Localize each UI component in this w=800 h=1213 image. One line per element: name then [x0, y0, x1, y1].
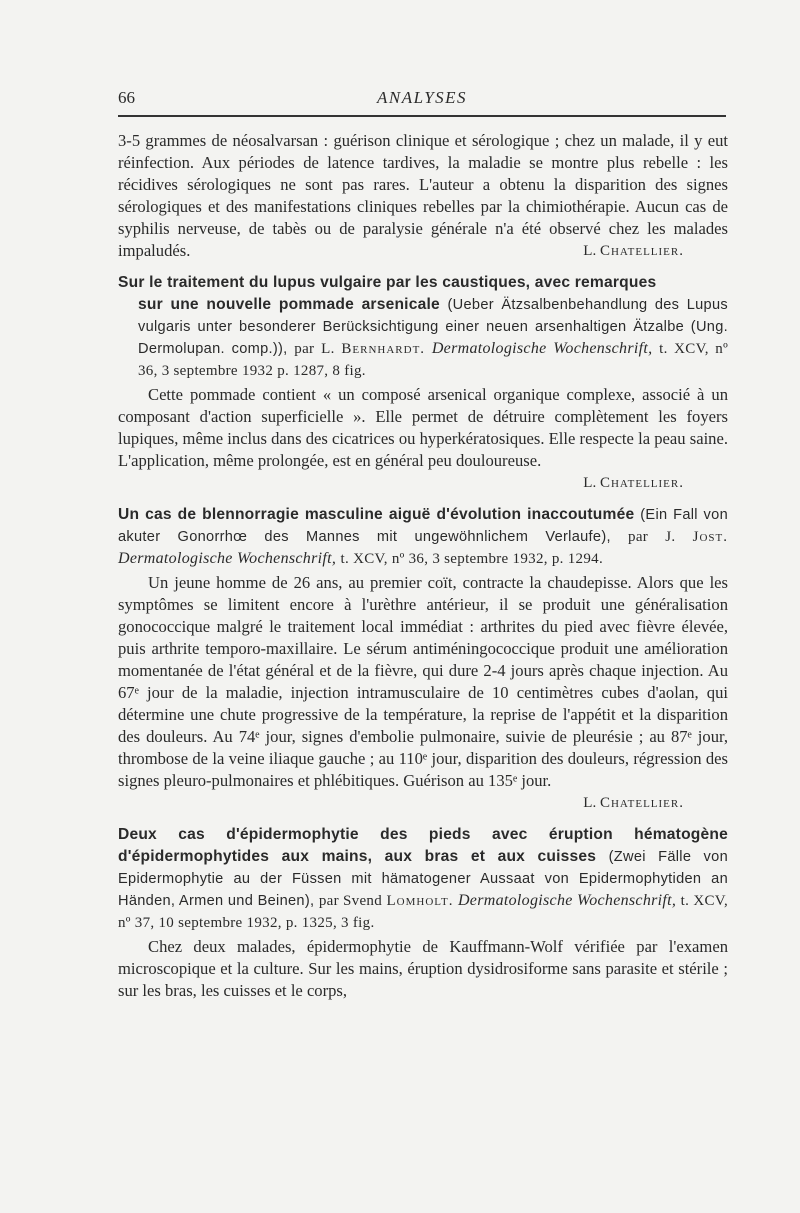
citation: t. XCV, nº 36, 3 septembre 1932 p. 1287, 8 fig.: [138, 341, 729, 379]
review-entry: [118, 272, 728, 494]
review-entry: [118, 504, 728, 814]
running-title: ANALYSES: [376, 88, 468, 107]
original-title: (Zwei Fälle von Epidermophytie au der Füssen mit hämatogener Aussaat von Epidermophytiden an Händen, Armen und Beinen),: [118, 849, 728, 909]
entry-title: Sur le traitement du lupus vulgaire par les caustiques, avec remarques: [118, 274, 657, 291]
author-name: Bernhardt.: [341, 341, 426, 357]
entry-summary: Chez deux malades, épidermophytie de Kauffmann-Wolf vérifiée par l'examen microscopique et la culture. Sur les mains, éruption dysidrosiforme sans parasite et stérile ; sur les bras, les cuisses et le corps,: [118, 937, 728, 1000]
entry-heading: Un cas de blennorragie masculine aiguë d'évolution inaccoutumée (Ein Fall von akuter Gonorrhœ des Mannes mit ungewöhnlichem Verlaufe), par J. Jost. Dermatologische Wochenschrift, t. XCV, nº 36, 3 septembre 1932, p. 1294.: [118, 506, 729, 567]
entry-heading: Deux cas d'épidermophytie des pieds avec éruption hématogène d'épidermophytides aux mains, aux bras et aux cuisses (Zwei Fälle von Epidermophytie au der Füssen mit hämatogener Aussaat von Epidermophytiden an Händen, Armen und Beinen), par Svend Lomholt. Dermatologische Wochenschrift, t. XCV, nº 37, 10 septembre 1932, p. 1325, 3 fig.: [118, 826, 729, 931]
entry-title: Deux cas d'épidermophytie des pieds avec éruption hématogène d'épidermophytides aux mains, aux bras et aux cuisses: [118, 826, 728, 865]
header-rule: [118, 115, 726, 117]
page-number: 66: [118, 88, 135, 107]
page-header: [118, 82, 726, 112]
signature: L. Chatellier.: [583, 243, 684, 259]
journal-name: Dermatologische Wochenschrift,: [431, 340, 653, 357]
citation: t. XCV, nº 37, 10 septembre 1932, p. 1325, 3 fig.: [118, 893, 729, 931]
entry-title: sur une nouvelle pommade arsenicale: [138, 296, 440, 313]
review-entry: [118, 824, 728, 1002]
continued-paragraph: 3-5 grammes de néosalvarsan : guérison clinique et sérologique ; chez un malade, il y eut réinfection. Aux périodes de latence tardives, la maladie se montre plus rebelle : les récidives sérologiques ne sont pas rares. L'auteur a obtenu la disparition des signes sérologiques et des manifestations cliniques rebelles par la chimiothérapie. Aucun cas de syphilis nerveuse, de tabès ou de paralysie générale n'a été observé chez les malades impaludés.: [118, 131, 728, 260]
entry-heading: Sur le traitement du lupus vulgaire par les caustiques, avec remarques sur une nouvelle pommade arsenicale (Ueber Ätzsalbenbehandlung des Lupus vulgaris unter besonderer Berücksichtigung einer neuen arsenhaltigen Ätzalbe (Ung. Dermolupan. comp.)), par L. Bernhardt. Dermatologische Wochenschrift, t. XCV, nº 36, 3 septembre 1932 p. 1287, 8 fig.: [118, 274, 729, 379]
page-body: [118, 130, 728, 1002]
entry-summary: Cette pommade contient « un composé arsenical organique complexe, associé à un composant d'action superficielle ». Elle permet de détruire complètement les foyers lupiques, même inclus dans des cicatrices ou hyperkératosiques. Elle respecte la peau saine. L'application, même prolongée, est en général peu douloureuse.: [118, 385, 728, 470]
journal-name: Dermatologische Wochenschrift,: [118, 550, 337, 567]
entry-summary: Un jeune homme de 26 ans, au premier coït, contracte la chaudepisse. Alors que les symptômes se limitent encore à l'urèthre antérieur, il se produit une généralisation gonococcique malgré le traitement local immédiat : arthrites du pied avec fièvre élevée, puis arthrite temporo-maxillaire. Le sérum antiméningococcique produit une amélioration momentanée de l'état général et de la fièvre, qui dure 2-4 jours après chaque injection. Au 67ᵉ jour de la maladie, injection intramusculaire de 10 centimètres cubes d'aolan, qui détermine une chute progressive de la température, la reprise de l'appétit et la disparition des douleurs. Au 74ᵉ jour, signes d'embolie pulmonaire, suivie de pleurésie ; au 87ᵉ jour, thrombose de la veine iliaque gauche ; au 110ᵉ jour, disparition des douleurs, régression des signes pleuro-pulmonaires et phlébitiques. Guérison au 135ᵉ jour.: [118, 573, 728, 790]
citation: t. XCV, nº 36, 3 septembre 1932, p. 1294.: [340, 551, 604, 567]
signature: L. Chatellier.: [583, 795, 684, 811]
original-title: (Ueber Ätzsalbenbehandlung des Lupus vulgaris unter besonderer Berücksichtigung einer neuen arsenhaltigen Ätzalbe (Ung. Dermolupan. comp.)),: [138, 297, 728, 357]
original-title: (Ein Fall von akuter Gonorrhœ des Mannes mit ungewöhnlichem Verlaufe),: [118, 507, 728, 545]
author-name: Lomholt.: [386, 893, 454, 909]
journal-name: Dermatologische Wochenschrift,: [457, 892, 677, 909]
author-name: Jost.: [692, 529, 729, 545]
entry-title: Un cas de blennorragie masculine aiguë d'évolution inaccoutumée: [118, 506, 635, 523]
signature: L. Chatellier.: [583, 475, 684, 491]
